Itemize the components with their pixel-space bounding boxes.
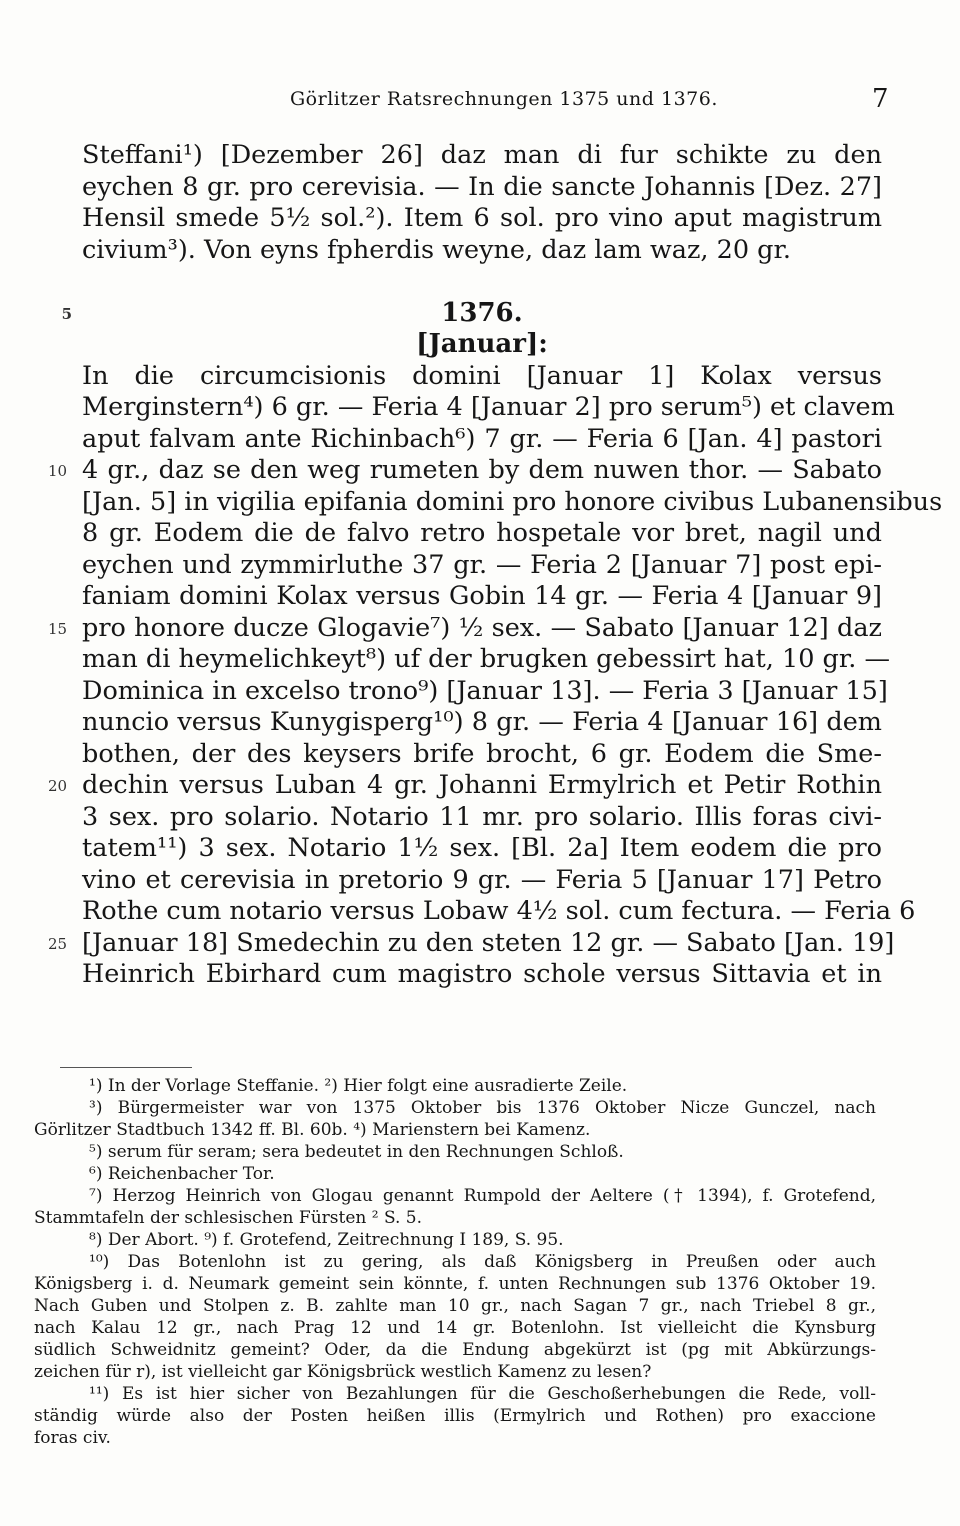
footnote-line: foras civ.	[34, 1428, 111, 1448]
text-line-content: 8 gr. Eodem die de falvo retro hospetale vor bret, nagil und	[82, 518, 882, 548]
footnote-line: ¹) In der Vorlage Steffanie. ²) Hier folgt eine ausradierte Zeile.	[89, 1076, 628, 1096]
footnote-line: ⁸) Der Abort. ⁹) f. Grotefend, Zeitrechnung I 189, S. 95.	[89, 1230, 564, 1250]
text-line-content: [Januar 18] Smedechin zu den steten 12 gr. — Sabato [Jan. 19]	[82, 927, 895, 958]
text-line-content: Dominica in excelso trono⁹) [Januar 13]. — Feria 3 [Januar 15]	[82, 675, 888, 706]
footnote-line: ⁵) serum für seram; sera bedeutet in den Rechnungen Schloß.	[89, 1142, 624, 1162]
text-line	[82, 392, 895, 424]
text-line-content: nuncio versus Kunygisperg¹⁰) 8 gr. — Feria 4 [Januar 16] dem	[82, 707, 882, 737]
text-line	[82, 739, 882, 771]
text-line	[82, 424, 882, 456]
footnote-line: ⁷) Herzog Heinrich von Glogau genannt Rumpold der Aeltere († 1394), f. Grotefend,	[89, 1186, 876, 1206]
text-line	[61, 297, 882, 330]
text-line	[82, 518, 882, 550]
text-line-content: tatem¹¹) 3 sex. Notario 1½ sex. [Bl. 2a] Item eodem die pro	[82, 833, 882, 863]
text-line-content: Rothe cum notario versus Lobaw 4½ sol. cum fectura. — Feria 6	[82, 896, 916, 926]
text-line-content: vino et cerevisia in pretorio 9 gr. — Feria 5 [Januar 17] Petro	[82, 864, 882, 895]
footnote-line: ¹¹) Es ist hier sicher von Bezahlungen für die Geschoßerhebungen die Rede, voll-	[89, 1384, 876, 1404]
text-line-content: 1376.	[441, 297, 523, 328]
line-number: 10	[48, 462, 68, 480]
page-number: 7	[872, 84, 889, 114]
text-line	[82, 235, 882, 267]
text-line	[82, 865, 882, 897]
footnote-line: ⁶) Reichenbacher Tor.	[89, 1164, 275, 1184]
main-text	[48, 140, 943, 991]
line-number: 25	[48, 934, 68, 953]
text-line	[82, 203, 882, 235]
footnote-separator	[60, 1067, 192, 1068]
text-line	[82, 361, 882, 393]
text-line-content: Steffani¹) [Dezember 26] daz man di fur schikte zu den	[82, 140, 882, 170]
text-line	[82, 644, 890, 676]
line-number: 5	[61, 304, 72, 323]
text-line	[82, 329, 882, 361]
running-head: Görlitzer Ratsrechnungen 1375 und 1376.	[290, 88, 718, 110]
text-line-content: [Jan. 5] in vigilia epifania domini pro honore civibus Lubanensibus	[82, 486, 943, 517]
footnotes	[34, 1075, 876, 1449]
text-line	[82, 959, 882, 991]
line-number: 20	[48, 777, 68, 795]
text-line	[82, 707, 882, 739]
footnote-line: ¹⁰) Das Botenlohn ist zu gering, als daß Königsberg in Preußen oder auch	[89, 1252, 876, 1272]
text-line-content: civium³). Von eyns fpherdis weyne, daz lam waz, 20 gr.	[82, 234, 791, 265]
footnote-line: ³) Bürgermeister war von 1375 Oktober bis 1376 Oktober Nicze Gunczel, nach	[89, 1098, 876, 1118]
line-number: 15	[48, 619, 68, 638]
footnote-line: Königsberg i. d. Neumark gemeint sein könnte, f. unten Rechnungen sub 1376 Oktober 19.	[34, 1274, 876, 1294]
text-line-content: dechin versus Luban 4 gr. Johanni Ermylrich et Petir Rothin	[82, 770, 882, 800]
text-line	[82, 172, 882, 204]
text-line-content: faniam domini Kolax versus Gobin 14 gr. — Feria 4 [Januar 9]	[82, 581, 882, 611]
text-line-content: eychen 8 gr. pro cerevisia. — In die sancte Johannis [Dez. 27]	[82, 171, 882, 202]
text-line	[82, 550, 882, 582]
footnote-line: südlich Schweidnitz gemeint? Oder, da die Endung abgekürzt ist (pg mit Abkürzungs-	[34, 1340, 876, 1360]
text-line-content: aput falvam ante Richinbach⁶) 7 gr. — Feria 6 [Jan. 4] pastori	[82, 423, 882, 454]
text-line	[48, 927, 895, 960]
text-line-content: Merginstern⁴) 6 gr. — Feria 4 [Januar 2] pro serum⁵) et clavem	[82, 392, 895, 422]
text-line	[48, 770, 882, 802]
text-line	[48, 455, 882, 487]
page-header	[0, 84, 960, 118]
text-line-content: bothen, der des keysers brife brocht, 6 gr. Eodem die Sme-	[82, 738, 882, 769]
text-line-content: pro honore ducze Glogavie⁷) ½ sex. — Sabato [Januar 12] daz	[82, 612, 882, 643]
text-line	[82, 140, 882, 172]
text-line-content: In die circumcisionis domini [Januar 1] Kolax versus	[82, 360, 882, 391]
text-line-content: 3 sex. pro solario. Notario 11 mr. pro solario. Illis foras civi-	[82, 801, 882, 832]
text-line	[48, 612, 882, 645]
text-line	[82, 896, 916, 928]
text-line-content: 4 gr., daz se den weg rumeten by dem nuwen thor. — Sabato	[82, 455, 882, 485]
footnote-line: Görlitzer Stadtbuch 1342 ff. Bl. 60b. ⁴) Marienstern bei Kamenz.	[34, 1120, 591, 1140]
text-line	[82, 486, 943, 519]
footnote-line: zeichen für r), ist vielleicht gar Königsbrück westlich Kamenz zu lesen?	[34, 1362, 652, 1382]
text-line-content: eychen und zymmirluthe 37 gr. — Feria 2 [Januar 7] post epi-	[82, 549, 882, 580]
footnote-line: Stammtafeln der schlesischen Fürsten ² S. 5.	[34, 1208, 423, 1228]
text-line-content: Hensil smede 5½ sol.²). Item 6 sol. pro vino aput magistrum	[82, 203, 882, 233]
text-line-content: Heinrich Ebirhard cum magistro schole versus Sittavia et in	[82, 959, 882, 989]
footnote-line: Nach Guben und Stolpen z. B. zahlte man 10 gr., nach Sagan 7 gr., nach Triebel 8 gr.,	[34, 1296, 876, 1316]
footnote-line: ständig würde also der Posten heißen illis (Ermylrich und Rothen) pro exaccione	[34, 1406, 876, 1426]
text-line-content: [Januar]:	[416, 329, 548, 359]
text-line	[82, 675, 888, 708]
text-line	[82, 581, 882, 613]
text-line-content: man di heymelichkeyt⁸) uf der brugken gebessirt hat, 10 gr. —	[82, 644, 890, 674]
text-line	[82, 802, 882, 834]
footnote-line: nach Kalau 12 gr., nach Prag 12 und 14 gr. Botenlohn. Ist vielleicht die Kynsburg	[34, 1318, 876, 1338]
text-line	[82, 266, 882, 298]
text-line	[82, 833, 882, 865]
